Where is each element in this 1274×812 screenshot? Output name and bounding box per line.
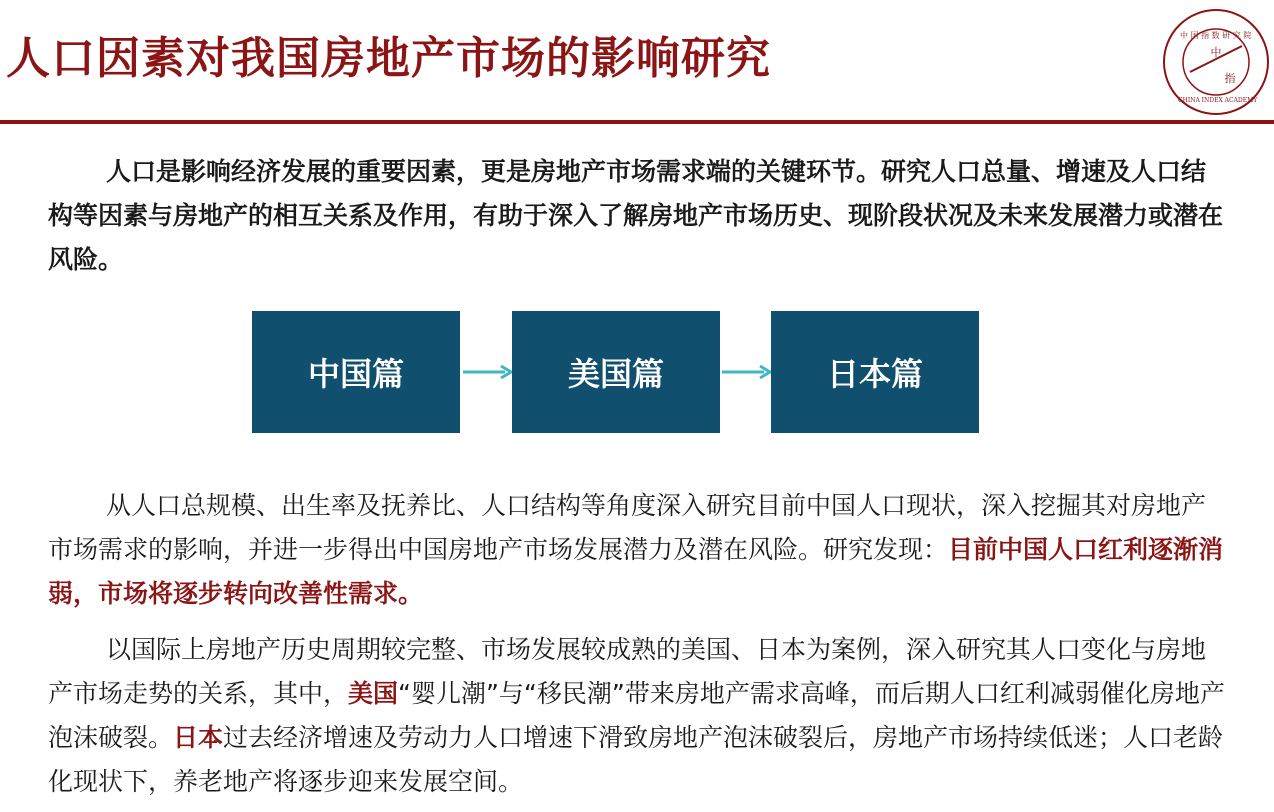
intro-paragraph [48,150,1228,282]
svg-text:指: 指 [1224,72,1236,85]
international-lead: 以国际上房地产历史周期较完整、市场发展较成熟的美国、日本为案例，深入研究其人口变化与房地产市场走势的关系，其中， [48,635,1207,708]
us-label: 美国 [348,679,399,708]
china-index-academy-logo [1160,6,1272,118]
svg-text:中 国 指 数 研 究 院: 中 国 指 数 研 究 院 [1180,31,1252,40]
title-divider [0,120,1274,124]
china-finding: 目前中国人口红利逐渐消弱，市场将逐步转向改善性需求。 [48,535,1224,608]
japan-label: 日本 [173,723,224,752]
japan-text: 过去经济增速及劳动力人口增速下滑致房地产泡沫破裂后，房地产市场持续低迷；人口老龄化现状下，养老地产将逐步迎来发展空间。 [48,723,1224,796]
svg-text:中: 中 [1210,46,1222,59]
arrow-icon [461,364,513,380]
page-title: 人口因素对我国房地产市场的影响研究 [6,33,771,84]
svg-text:CHINA INDEX ACADEMY: CHINA INDEX ACADEMY [1178,97,1258,104]
us-text: “婴儿潮”与“移民潮”带来房地产需求高峰，而后期人口红利减弱催化房地产泡沫破裂。 [48,679,1225,752]
china-text: 从人口总规模、出生率及抚养比、人口结构等角度深入研究目前中国人口现状，深入挖掘其对房地产市场需求的影响，并进一步得出中国房地产市场发展潜力及潜在风险。研究发现： [48,491,1207,564]
arrow-icon [720,364,772,380]
box-usa: 美国篇 [512,311,720,433]
china-paragraph [48,484,1228,616]
intro-text: 人口是影响经济发展的重要因素，更是房地产市场需求端的关键环节。研究人口总量、增速及人口结构等因素与房地产的相互关系及作用，有助于深入了解房地产市场历史、现阶段状况及未来发展潜力或潜在风险。 [48,157,1224,274]
box-japan: 日本篇 [771,311,979,433]
international-paragraph [48,628,1228,804]
box-china: 中国篇 [252,311,460,433]
